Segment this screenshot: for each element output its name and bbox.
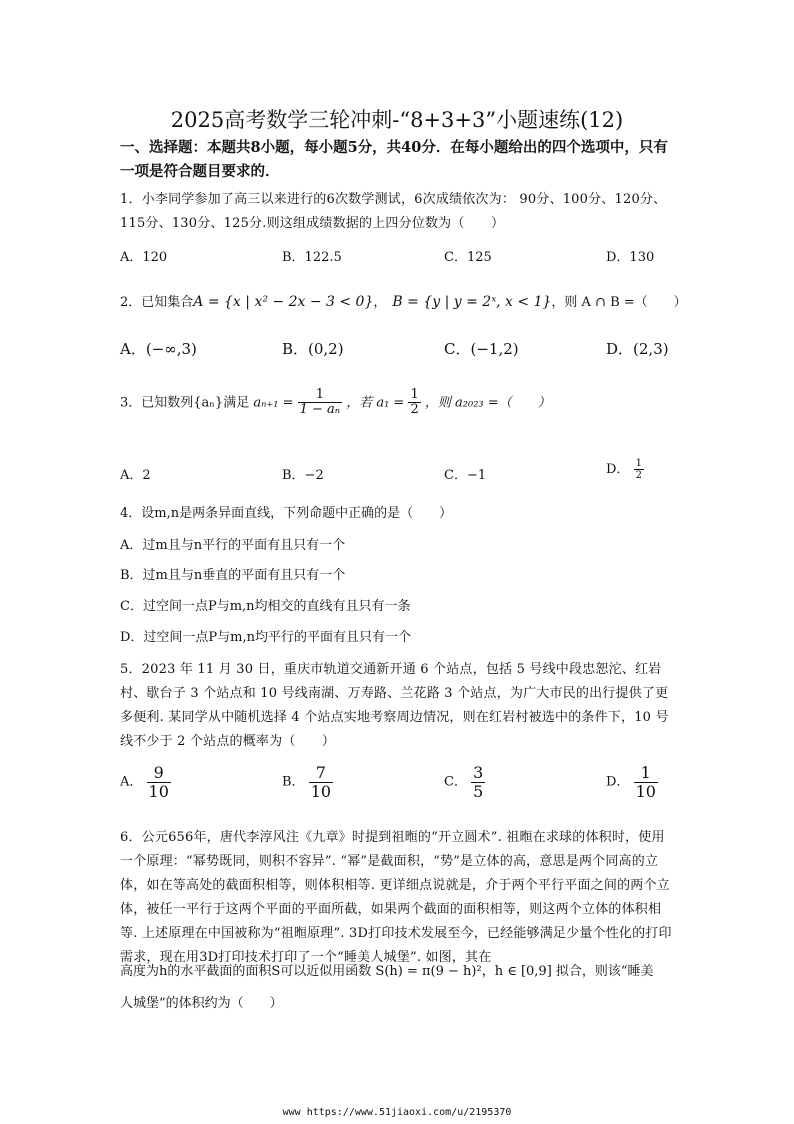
q5-c-num: 3: [473, 763, 484, 782]
q1-option-c: C．125: [444, 250, 492, 265]
q3-option-d: [606, 458, 644, 481]
q3-frac-den: 1 − aₙ: [299, 402, 341, 418]
q4-option-b: B．过m且与n垂直的平面有且只有一个: [120, 568, 346, 583]
q2-suffix: ，则 A ∩ B =（ ）: [551, 295, 687, 310]
q2-set-a: A = {x | x² − 2x − 3 < 0}: [193, 294, 374, 310]
q2-option-d: D．(2,3): [606, 340, 669, 358]
q5-option-d-label: D．: [606, 774, 630, 790]
q3-prefix: 3．已知数列{aₙ}满足: [120, 395, 250, 411]
question-5-stem: 5．2023 年 11 月 30 日，重庆市轨道交通新开通 6 个站点，包括 5 号线中段忠恕沱、红岩村、歇台子 3 个站点和 10 号线南湖、万寿路、兰花路 3 个站点，为广大市民的出行提供了更多便利. 某同学从中随机选择 4 个站点实地考察周边情况，则在红岩村被选中的条件下，10 号线不少于 2 个站点的概率为（ ）: [120, 662, 669, 749]
q4-option-d: D．过空间一点P与m,n均平行的平面有且只有一个: [120, 630, 412, 645]
q5-option-c-label: C．: [444, 774, 467, 790]
q5-d-den: 10: [635, 781, 656, 801]
q5-option-a: [120, 764, 171, 800]
q2-set-b: B = {y | y = 2ˣ, x < 1}: [392, 294, 552, 310]
q3-option-b: B．−2: [282, 468, 324, 483]
q5-a-num: 9: [147, 764, 171, 783]
q3-frac-num: 1: [298, 388, 342, 403]
page-title: 2025高考数学三轮冲刺-“8+3+3”小题速练(12): [170, 108, 624, 132]
q5-option-a-fraction: [147, 764, 171, 800]
section-heading: 一、选择题：本题共8小题，每小题5分，共40分．在每小题给出的四个选项中，只有一项是符合题目要求的．: [120, 139, 668, 180]
question-2-stem: [120, 290, 687, 315]
q2-option-a: A．(−∞,3): [120, 340, 197, 358]
q1-option-a: A．120: [120, 250, 168, 265]
q5-b-num: 7: [309, 764, 333, 783]
q3-mid: ，若 a₁ =: [346, 395, 405, 411]
q3-option-a: A．2: [120, 468, 151, 483]
q4-option-c: C．过空间一点P与m,n均相交的直线有且只有一条: [120, 599, 411, 614]
page-footer-watermark: www https://www.51jiaoxi.com/u/2195370: [282, 1107, 512, 1118]
question-6-line3: 人城堡”的体积约为（ ）: [120, 996, 283, 1011]
q5-option-b-fraction: [309, 764, 333, 800]
q3-optd-den: 2: [635, 470, 642, 481]
q5-option-a-label: A．: [120, 774, 143, 790]
q3-recurrence-fraction: [298, 388, 342, 418]
q5-b-den: 10: [310, 781, 332, 801]
q1-option-d: D．130: [606, 250, 655, 265]
q2-option-c: C．(−1,2): [444, 340, 519, 358]
q3-suffix: ，则 a₂₀₂₃ =（ ）: [424, 395, 551, 411]
q5-option-b: [282, 764, 333, 800]
question-4-stem: 4．设m,n是两条异面直线，下列命题中正确的是（ ）: [120, 506, 453, 521]
q1-option-b: B．122.5: [282, 250, 342, 265]
question-3-stem: [120, 388, 551, 418]
q5-option-d: [606, 764, 658, 800]
q5-option-c-fraction: [471, 764, 485, 800]
q2-option-b: B．(0,2): [282, 340, 344, 358]
q5-d-num: 1: [634, 764, 658, 783]
question-6-line2: 高度为h的水平截面的面积S可以近似用函数 S(h) = π(9 − h)²，h ∈ [0,9] 拟合，则该“睡美: [120, 964, 654, 979]
q5-option-c: [444, 764, 485, 800]
q3-option-c: C．−1: [444, 468, 487, 483]
question-6-stem: 6．公元656年，唐代李淳风注《九章》时提到祖暅的“开立圆术”. 祖暅在求球的体积时，使用一个原理：“幂势既同，则积不容异”. “幂”是截面积，“势”是立体的高，意思是两个同高的立体，如在等高处的截面积相等，则体积相等. 更详细点说就是，介于两个平行平面之间的两个立体，被任一平行于这两个平面的平面所截，如果两个截面的面积相等，则这两个立体的体积相等. 上述原理在中国被称为“祖暅原理”. 3D打印技术发展至今，已经能够满足少量个性化的打印需求，现在用3D打印技术打印了一个“睡美人城堡”. 如图，其在: [120, 830, 672, 965]
q3-a1-fraction: [408, 388, 420, 418]
q4-option-a: A．过m且与n平行的平面有且只有一个: [120, 538, 346, 553]
q3-option-d-label: D．: [606, 462, 630, 477]
q5-option-d-fraction: [634, 764, 658, 800]
q3-option-d-fraction: [634, 458, 644, 481]
question-1-stem: 1．小李同学参加了高三以来进行的6次数学测试，6次成绩依次为： 90分、100分、120分、115分、130分、125分.则这组成绩数据的上四分位数为（ ）: [120, 192, 667, 231]
q3-a1-den: 2: [410, 402, 419, 418]
q5-c-den: 5: [473, 781, 484, 801]
q3-a1-num: 1: [410, 387, 419, 402]
q2-prefix: 2．已知集合: [120, 295, 194, 310]
q5-a-den: 10: [148, 781, 169, 801]
q3-recurrence-lhs: aₙ₊₁ =: [253, 395, 294, 411]
q2-comma: ，: [373, 295, 387, 310]
q3-optd-num: 1: [635, 458, 642, 469]
q5-option-b-label: B．: [282, 774, 305, 790]
